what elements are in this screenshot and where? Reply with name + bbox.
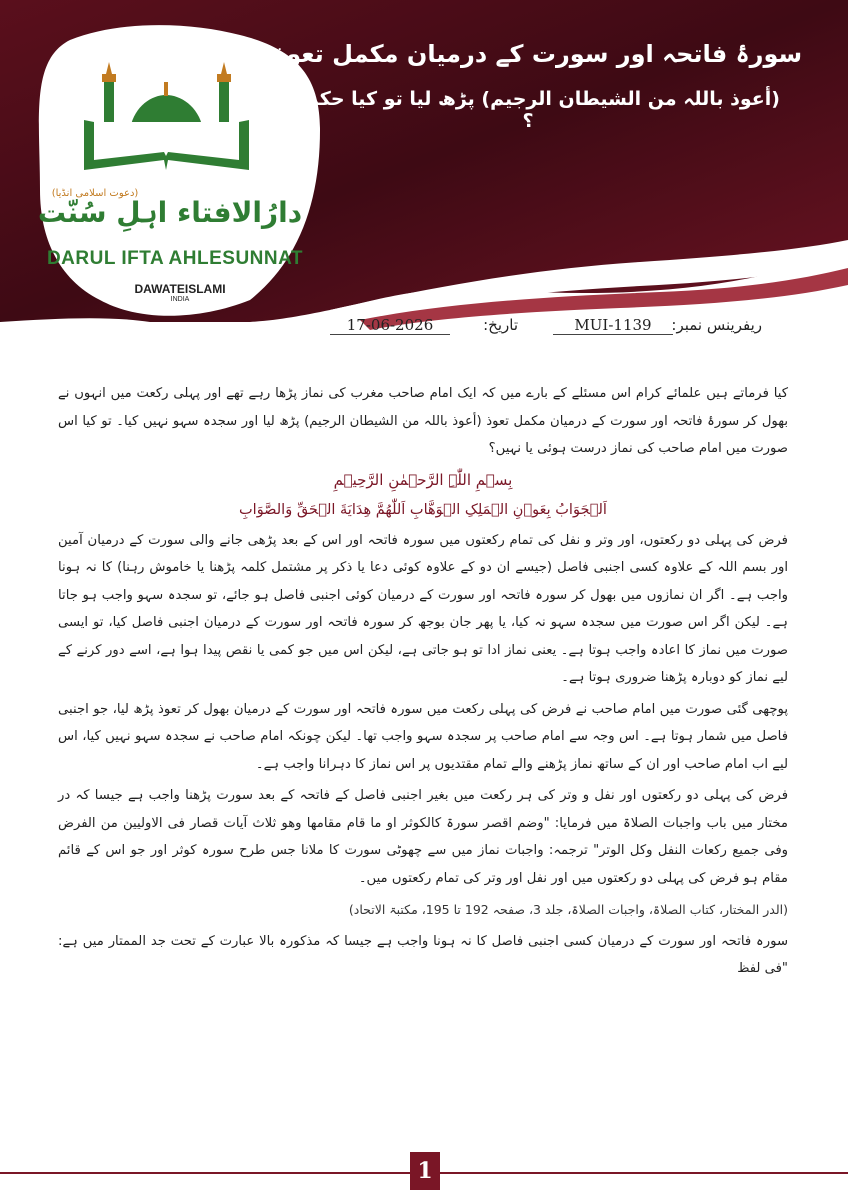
brand-urdu-name: دارُالافتاء اہلِ سُنّت [37,196,303,229]
date-value: 17-06-2026 [330,316,450,335]
answer-paragraph-3: فرض کی پہلی دو رکعتوں اور نفل و وتر کی ہر رکعت میں بغیر اجنبی فاصل کے فاتحہ کے بعد سورت پڑھنا واجب ہے جیسا کہ در مختار میں باب واجبات الصلاۃ میں فرمایا: "وضم اقصر سورۃ کالکوثر او ما قام مقامھا وھو ثلاث آیات قصار فی الاولیین من الفرض وفی جمیع رکعات النفل وکل الوتر" ترجمہ: واجبات نماز میں سے چھوٹی سورت کا ملانا جس طرح سورہ کوثر اور جو اس کے قائم مقام ہو فرض کی پہلی دو رکعتوں میں اور نفل اور وتر کی تمام رکعتوں میں۔ [58,788,788,886]
source-citation: (الدر المختار، کتاب الصلاۃ، واجبات الصلاۃ، جلد 3، صفحہ 192 تا 195، مکتبۃ الاتحاد) [348,902,788,917]
page-number: 1 [410,1152,440,1190]
brand-subtitle: (دعوت اسلامی انڈیا) [51,188,139,199]
page-subtitle: (أعوذ باللہ من الشیطان الرجیم) پڑھ لیا تو کیا حکم ہے ؟ [276,88,780,132]
dawateislami-label: DAWATEISLAMI [134,282,226,296]
answer-paragraph-2: پوچھی گئی صورت میں امام صاحب نے فرض کی پہلی رکعت میں سورہ فاتحہ اور سورت کے درمیان بھول کر تعوذ پڑھ لیا، جو اجنبی فاصل میں شمار ہوتا ہے۔ اس وجہ سے امام صاحب پر سجدہ سہو واجب تھا۔ لیکن چونکہ امام صاحب نے سجدہ سہو نہیں کیا، اس لیے اب امام صاحب اور ان کے ساتھ نماز پڑھنے والے تمام مقتدیوں پر اس نماز کا دہرانا واجب ہے۔ [58,701,788,772]
brand-english-name: DARUL IFTA AHLESUNNAT [46,248,304,269]
date-label: تاریخ: [483,316,518,334]
answer-paragraph-4: سورہ فاتحہ اور سورت کے درمیان کسی اجنبی فاصل کا نہ ہونا واجب ہے جیسا کہ مذکورہ بالا عبارت کے تحت جد الممتار میں ہے: "فی لفظ [58,933,788,976]
answer-paragraph-1: فرض کی پہلی دو رکعتوں، اور وتر و نفل کی تمام رکعتوں میں سورہ فاتحہ اور اس کے بعد پڑھی جانے والی سورت کے درمیان آمین اور بسم اللہ کے علاوہ کسی اجنبی فاصل (جیسے ان دو کے علاوہ کوئی دعا یا ذکر پر مشتمل کلمہ پڑھنا یا خاموش رہنا) کا نہ ہونا واجب ہے۔ اگر ان نمازوں میں بھول کر سورہ فاتحہ اور سورت کے درمیان کوئی اجنبی فاصل ہو جائے، تو سجدہ سہو واجب ہو جاتا ہے۔ لیکن اگر اس صورت میں سجدہ سہو نہ کیا، یا پھر جان بوجھ کر سورہ فاتحہ اور سورت کے درمیان اجنبی فاصل کیا، تو ایسی صورت میں نماز کا اعادہ واجب ہوتا ہے۔ یعنی نماز ادا تو ہو جاتی ہے، لیکن اس میں جو کمی یا نقص پیدا ہوا ہے، اسے دور کرنے کے لیے نماز کو دوبارہ پڑھنا ضروری ہوتا ہے۔ [58,532,788,685]
reference-value: MUI-1139 [553,316,673,335]
page-title: سورۂ فاتحہ اور سورت کے درمیان مکمل تعوذ [273,40,803,68]
india-label: INDIA [170,296,190,303]
reference-label: ریفرینس نمبر: [671,316,762,334]
reference-row [0,312,848,346]
fatwa-body [58,380,788,987]
bismillah-heading: بِسۡمِ اللّٰہِ الرَّحۡمٰنِ الرَّحِیۡمِ [333,470,513,489]
header-banner [0,0,848,330]
question-paragraph: کیا فرماتے ہیں علمائے کرام اس مسئلے کے بارے میں کہ ایک امام صاحب مغرب کی نماز پڑھا رہے تھے اور پہلی رکعت میں انہوں نے بھول کر سورۂ فاتحہ اور سورت کے درمیان مکمل تعوذ (أعوذ باللہ من الشیطان الرجیم) پڑھ لیا اور سجدہ سہو نہیں کیا۔ تو کیا اس صورت میں امام صاحب کی نماز درست ہوئی یا نہیں؟ [58,386,788,456]
jawab-heading: اَلۡجَوَابُ بِعَوۡنِ الۡمَلِکِ الۡوَهَّابِ اَللّٰهُمَّ هِدَايَةَ الۡحَقِّ وَالصَّوَابِ [239,501,607,518]
